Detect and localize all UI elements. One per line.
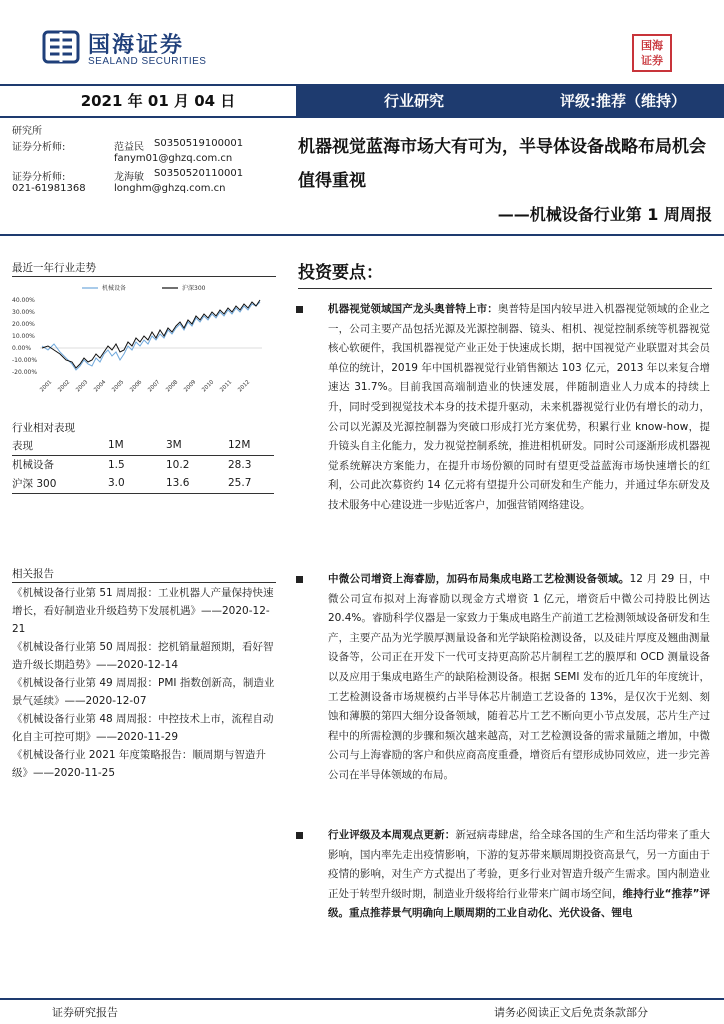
footer-divider <box>0 998 724 1000</box>
table-row <box>12 455 274 474</box>
table-cell: 13.6 <box>166 474 228 493</box>
trend-underline <box>12 276 276 277</box>
related-report-link[interactable]: 《机械设备行业第 49 周周报：PMI 指数创新高，制造业景气延续》——2020-12-07 <box>12 677 275 707</box>
y-tick: 0.00% <box>12 345 32 352</box>
x-tick: 2004 <box>93 379 108 394</box>
x-tick: 2002 <box>57 379 72 394</box>
related-report-link[interactable]: 《机械设备行业第 50 周周报：挖机销量超预期，看好智造升级长期趋势》——2020-12-14 <box>12 641 274 671</box>
x-tick: 2012 <box>237 379 252 394</box>
table-cell: 10.2 <box>166 458 190 471</box>
key-point-3 <box>296 826 710 924</box>
key-point-body: 新冠病毒肆虐，给全球各国的生产和生活均带来了重大影响，国内率先走出疫情影响，下游的复苏带来顺周期投资高景气，另一方面由于疫情的影响，对生产方式提出了考验，更多行业对智造升级产生需求。国内制造业正处于转型升级时期，制造业升级将给行业带来广阔市场空间， <box>328 829 711 900</box>
logo-cn-text: 国海证券 <box>88 33 185 58</box>
related-report-link[interactable]: 《机械设备行业第 51 周周报：工业机器人产量保持快速增长，看好制造业升级趋势下发展机遇》——2020-12-21 <box>12 587 274 635</box>
y-tick: 20.00% <box>12 321 35 328</box>
table-header-cell: 表现 <box>12 436 108 455</box>
related-underline <box>12 582 276 583</box>
bullet-square-icon <box>296 576 303 583</box>
trend-title: 最近一年行业走势 <box>12 262 96 274</box>
x-tick: 2009 <box>183 379 198 394</box>
related-report-link[interactable]: 《机械设备行业第 48 周周报：中控技术上市，流程自动化自主可控可期》——2020-11-29 <box>12 713 274 743</box>
key-point-2 <box>296 570 710 786</box>
analyst-email: longhm@ghzq.com.cn <box>114 183 226 194</box>
key-point-lead: 中微公司增资上海睿励，加码布局集成电路工艺检测设备领域。 <box>328 573 630 585</box>
key-point-1 <box>296 300 710 516</box>
performance-table <box>12 436 274 494</box>
x-tick: 2007 <box>147 379 162 394</box>
analyst-id: S0350519100001 <box>154 138 244 149</box>
y-tick: -10.00% <box>12 357 38 364</box>
report-title: 机器视觉蓝海市场大有可为，半导体设备战略布局机会值得重视 <box>298 137 706 191</box>
y-tick: 30.00% <box>12 309 35 316</box>
related-report-link[interactable]: 《机械设备行业 2021 年度策略报告：顺周期与智造升级》——2020-11-25 <box>12 749 266 779</box>
analyst-id: S0350520110001 <box>154 168 244 179</box>
analyst-name: 范益民 <box>114 142 144 153</box>
related-reports-list <box>12 584 278 782</box>
table-cell: 机械设备 <box>12 459 54 472</box>
analyst-role: 证券分析师: <box>12 142 66 153</box>
trend-chart <box>12 280 276 400</box>
sealand-logo-icon <box>42 28 80 66</box>
table-cell: 25.7 <box>228 474 274 493</box>
related-title: 相关报告 <box>12 568 54 580</box>
analyst-name: 龙海敏 <box>114 172 144 183</box>
x-tick: 2008 <box>165 379 180 394</box>
logo-en-text: SEALAND SECURITIES <box>88 56 207 67</box>
report-subtitle: ——机械设备行业第 1 周周报 <box>497 205 712 224</box>
x-tick: 2005 <box>111 379 126 394</box>
table-cell: 28.3 <box>228 458 252 471</box>
table-header-cell: 12M <box>228 436 274 455</box>
table-header-cell: 3M <box>166 436 228 455</box>
y-tick: -20.00% <box>12 369 38 376</box>
table-cell: 3.0 <box>108 474 166 493</box>
performance-title: 行业相对表现 <box>12 422 75 434</box>
report-category: 行业研究 <box>384 92 445 110</box>
key-point-body: 12 月 29 日，中微公司宣布拟对上海睿励以现金方式增资 1 亿元，增资后中微公司持股比例达 20.4%。睿励科学仪器是一家致力于集成电路生产前道工艺检测领域设备研发和生产，主要产品为光学膜厚测量设备和光学缺陷检测设备，以及硅片厚度及翘曲测量设备等，公司正在开发下一代可支持更高阶芯片制程工艺的膜厚和 OCD 测量设备以及应用于集成电路生产的缺陷检测设备。根据 SEMI 发布的近几年的年度统计，工艺检测设备市场规模约占半导体芯片制造工艺设备的 13%，是仅次于光刻、刻蚀和薄膜的第四大细分设备领域，随着芯片工艺不断向更小节点发展，芯片生产过程中的所需检测的步骤和频次越来越高，对工艺检测设备的需求量随之增加，中微公司与上海睿励的客户和供应商高度重叠，增资后有望形成协同效应，进一步完善公司在半导体领域的布局。 <box>328 573 710 781</box>
table-cell: 沪深 300 <box>12 474 108 493</box>
x-tick: 2010 <box>201 379 216 394</box>
x-tick: 2006 <box>129 379 144 394</box>
company-logo <box>42 26 242 76</box>
table-row <box>12 474 274 493</box>
footer-right-text: 请务必阅读正文后免责条款部分 <box>494 1006 648 1019</box>
analyst-email: fanym01@ghzq.com.cn <box>114 153 233 164</box>
table-header-cell: 1M <box>108 436 166 455</box>
series-line-machinery <box>42 302 260 370</box>
key-points-underline <box>298 288 712 289</box>
bullet-square-icon <box>296 306 303 313</box>
legend-label-b: 沪深300 <box>182 285 206 292</box>
table-header-row <box>12 436 274 455</box>
key-point-lead: 行业评级及本周观点更新： <box>328 829 456 841</box>
analyst-phone: 021-61981368 <box>12 183 86 194</box>
y-tick: 40.00% <box>12 297 35 304</box>
bullet-square-icon <box>296 832 303 839</box>
section-divider <box>0 234 724 236</box>
trend-chart-svg <box>12 280 276 400</box>
analyst-role: 证券分析师: <box>12 172 66 183</box>
y-tick: 10.00% <box>12 333 35 340</box>
x-tick: 2003 <box>75 379 90 394</box>
report-rating: 评级:推荐（维持） <box>560 92 686 110</box>
legend-label-a: 机械设备 <box>102 285 127 292</box>
x-tick: 2001 <box>39 379 54 394</box>
key-point-lead: 机器视觉领域国产龙头奥普特上市： <box>328 303 498 315</box>
key-point-bold-tail: 维持行业“推荐”评级。重点推荐景气明确向上顺周期的工业自动化、光伏设备、锂电 <box>328 887 711 920</box>
key-point-body: 奥普特是国内较早进入机器视觉领域的企业之一，公司主要产品包括光源及光源控制器、镜头、相机、视觉控制系统等机器视觉核心软硬件，我国机器视觉产业正处于快速成长期，据中国视觉产业联盟对其会员单位的统计，2019 年中国机器视觉行业销售额达 103 亿元，2013 年以来复合增速达 31.7%。目前我国高端制造业的快速发展，伴随制造业人力成本的持续上升，同时受到视觉技术本身的技术提升驱动，未来机器视觉行业仍有增长的动力，公司以光源及光源控制器为突破口形成打光方案优势，积累行业 know-how，提升镜头自主化能力，发力视觉控制系统，推进相机研发。同时公司逐渐形成机器视觉系统解决方案能力，在提升市场份额的同时有望更受益蓝海市场快速增长的红利，公司此次募资约 14 亿元将有望提升公司研发和生产能力，并通过华东研发及技术服务中心建设进一步贴近客户，加强营销网络建设。 <box>328 303 710 511</box>
x-tick: 2011 <box>219 379 234 394</box>
analyst-org: 研究所 <box>12 126 42 137</box>
report-date: 2021 年 01 月 04 日 <box>0 84 296 118</box>
red-seal-stamp: 国海 证券 <box>632 34 672 72</box>
table-cell: 1.5 <box>108 458 125 471</box>
key-points-title: 投资要点： <box>298 263 383 283</box>
footer-left-text: 证券研究报告 <box>52 1006 118 1019</box>
